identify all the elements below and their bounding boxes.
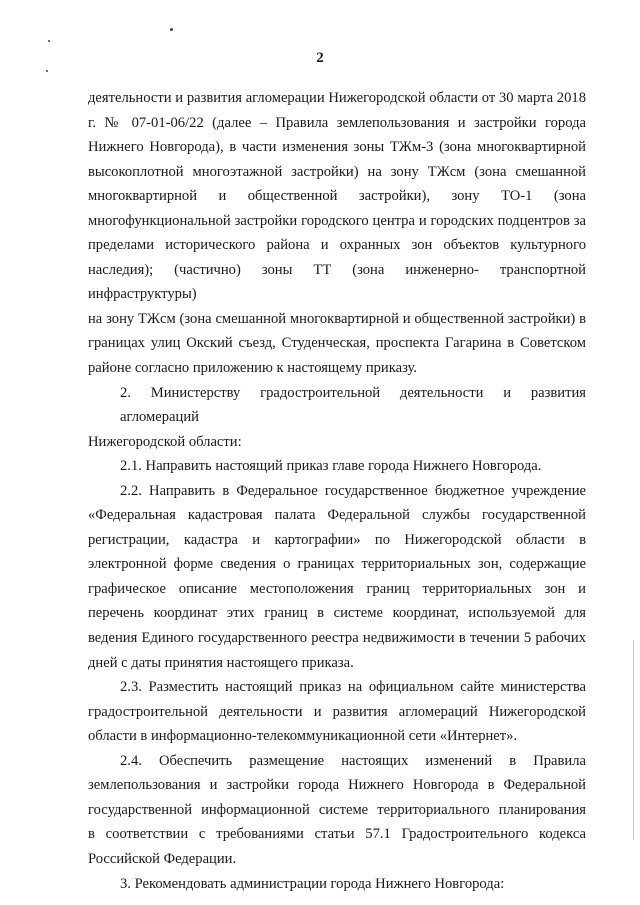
paragraph-item-2-4 bbox=[88, 749, 586, 872]
text-line: 2.2. Направить в Федеральное государственное бюджетное учреждение bbox=[120, 482, 586, 499]
text-line: границах улиц Окский съезд, Студенческая, проспекта Гагарина в Советском bbox=[88, 335, 586, 352]
scan-speck bbox=[46, 70, 48, 72]
text-line: 2.3. Разместить настоящий приказ на официальном сайте министерства bbox=[120, 679, 586, 696]
text-line: многофункциональной застройки городского центра и городских подцентров за bbox=[88, 212, 586, 229]
body-text bbox=[88, 86, 586, 896]
text-line: многоквартирной и общественной застройки), зону ТО-1 (зона bbox=[88, 188, 586, 205]
text-line: деятельности и развития агломерации Нижегородской области от 30 марта 2018 bbox=[88, 90, 586, 106]
text-line: ведения Единого государственного реестра недвижимости в течении 5 рабочих bbox=[88, 630, 586, 647]
text-line: Нижнего Новгорода), в части изменения зоны ТЖм-3 (зона многоквартирной bbox=[88, 139, 586, 156]
text-line: перечень координат этих границ в системе координат, используемой для bbox=[88, 605, 586, 622]
paragraph-item-2 bbox=[88, 381, 586, 455]
text-line: пределами исторического района и охранных зон объектов культурного bbox=[88, 237, 586, 254]
text-line: регистрации, кадастра и картографии» по Нижегородской области в bbox=[88, 531, 586, 548]
scan-edge-line bbox=[633, 640, 634, 840]
text-line: г. № 07-01-06/22 (далее – Правила землепользования и застройки города bbox=[88, 114, 586, 131]
paragraph-item-2-3 bbox=[88, 675, 586, 749]
page-number: 2 bbox=[316, 50, 324, 66]
text-line: 2.1. Направить настоящий приказ главе города Нижнего Новгорода. bbox=[120, 458, 542, 475]
text-line: на зону ТЖсм (зона смешанной многоквартирной и общественной застройки) в bbox=[88, 310, 586, 327]
text-line: градостроительной деятельности и развития агломераций Нижегородской bbox=[88, 703, 586, 720]
text-line: 2.4. Обеспечить размещение настоящих изменений в Правила bbox=[120, 752, 586, 769]
paragraph-zone-change bbox=[88, 86, 586, 381]
text-line: 2. Министерству градостроительной деятельности и развития агломераций bbox=[120, 384, 586, 426]
text-line: в соответствии с требованиями статьи 57.1 Градостроительного кодекса bbox=[88, 826, 586, 843]
text-line: электронной форме сведения о границах территориальных зон, содержащие bbox=[88, 556, 586, 573]
text-line: государственной информационной системе территориального планирования bbox=[88, 801, 586, 818]
paragraph-item-2-1 bbox=[88, 454, 586, 479]
text-line: «Федеральная кадастровая палата Федеральной службы государственной bbox=[88, 507, 586, 524]
text-line: 3. Рекомендовать администрации города Нижнего Новгорода: bbox=[120, 875, 505, 892]
text-line: дней с даты принятия настоящего приказа. bbox=[88, 654, 354, 671]
text-line: области в информационно-телекоммуникационной сети «Интернет». bbox=[88, 728, 518, 745]
text-line: Российской Федерации. bbox=[88, 850, 237, 867]
paragraph-item-3 bbox=[88, 872, 586, 897]
text-line: районе согласно приложению к настоящему приказу. bbox=[88, 360, 418, 377]
text-line: Нижегородской области: bbox=[88, 433, 242, 450]
paragraph-item-2-2 bbox=[88, 479, 586, 675]
scan-speck bbox=[170, 28, 173, 31]
text-line: землепользования и застройки города Нижнего Новгорода в Федеральной bbox=[88, 777, 586, 794]
text-line: наследия); (частично) зоны ТТ (зона инженерно- транспортной инфраструктуры) bbox=[88, 261, 586, 303]
text-line: графическое описание местоположения границ территориальных зон и bbox=[88, 580, 586, 597]
text-line: высокоплотной многоэтажной застройки) на зону ТЖсм (зона смешанной bbox=[88, 163, 586, 180]
scan-speck bbox=[48, 40, 50, 42]
